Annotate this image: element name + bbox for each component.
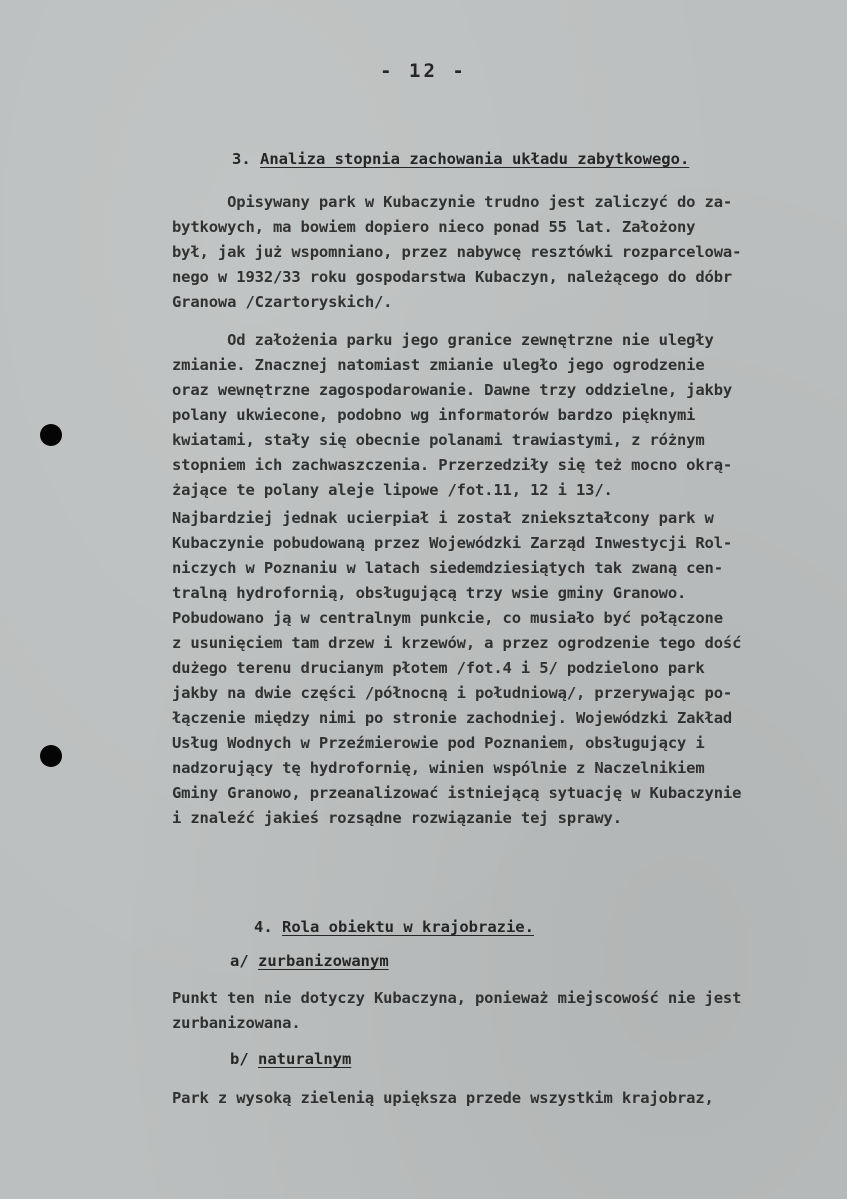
text-line: jakby na dwie części /północną i południową/, przerywając po- [172, 684, 733, 702]
text-line: kwiatami, stały się obecnie polanami trawiastymi, z różnym [172, 431, 705, 449]
text-line: tralną hydrofornią, obsługującą trzy wsie gminy Granowo. [172, 584, 687, 602]
punch-hole [40, 424, 62, 446]
subsection-a-heading [230, 952, 389, 970]
text-line: Park z wysoką zielenią upiększa przede wszystkim krajobraz, [172, 1089, 714, 1107]
text-line: łączenie między nimi po stronie zachodniej. Wojewódzki Zakład [172, 709, 733, 727]
text-line: dużego terenu drucianym płotem /fot.4 i 5/ podzielono park [172, 659, 705, 677]
section-3-title: Analiza stopnia zachowania układu zabytkowego. [260, 150, 690, 168]
section-4-heading [254, 918, 534, 936]
subsection-a-title: zurbanizowanym [258, 952, 389, 970]
text-line: z usunięciem tam drzew i krzewów, a przez ogrodzenie tego dość [172, 634, 742, 652]
text-line: Punkt ten nie dotyczy Kubaczyna, ponieważ miejscowość nie jest [172, 989, 742, 1007]
section-4-title: Rola obiektu w krajobrazie. [282, 918, 534, 936]
text-line: stopniem ich zachwaszczenia. Przerzedziły się też mocno okrą- [172, 456, 733, 474]
text-line: bytkowych, ma bowiem dopiero nieco ponad 55 lat. Założony [172, 218, 696, 236]
text-line: zmianie. Znacznej natomiast zmianie uległo jego ogrodzenie [172, 356, 705, 374]
text-line: i znaleźć jakieś rozsądne rozwiązanie tej sprawy. [172, 809, 622, 827]
subsection-b-label: b/ [230, 1050, 249, 1068]
text-line: Pobudowano ją w centralnym punkcie, co musiało być połączone [172, 609, 723, 627]
subsection-b-title: naturalnym [258, 1050, 352, 1068]
text-line: żające te polany aleje lipowe /fot.11, 12 i 13/. [172, 481, 613, 499]
text-line: zurbanizowana. [172, 1014, 301, 1032]
text-line: Gminy Granowo, przeanalizować istniejącą sytuację w Kubaczynie [172, 784, 742, 802]
section-4-number: 4. [254, 918, 273, 936]
section-3-number: 3. [232, 150, 251, 168]
text-line: był, jak już wspomniano, przez nabywcę resztówki rozparcelowa- [172, 243, 742, 261]
punch-hole [40, 745, 62, 767]
subsection-b-heading [230, 1050, 351, 1068]
text-line: Kubaczynie pobudowaną przez Wojewódzki Zarząd Inwestycji Rol- [172, 534, 733, 552]
section-3-heading [232, 150, 689, 168]
text-line: niczych w Poznaniu w latach siedemdziesiątych tak zwaną cen- [172, 559, 723, 577]
text-line: Od założenia parku jego granice zewnętrzne nie uległy [172, 331, 714, 349]
text-line: nego w 1932/33 roku gospodarstwa Kubaczyn, należącego do dóbr [172, 268, 733, 286]
text-line: nadzorujący tę hydrofornię, winien wspólnie z Naczelnikiem [172, 759, 705, 777]
text-line: Opisywany park w Kubaczynie trudno jest zaliczyć do za- [172, 193, 733, 211]
text-line: oraz wewnętrzne zagospodarowanie. Dawne trzy oddzielne, jakby [172, 381, 733, 399]
text-line: Granowa /Czartoryskich/. [172, 293, 393, 311]
text-line: polany ukwiecone, podobno wg informatorów bardzo pięknymi [172, 406, 696, 424]
text-line: Usług Wodnych w Przeźmierowie pod Poznaniem, obsługujący i [172, 734, 705, 752]
subsection-a-label: a/ [230, 952, 249, 970]
page-number: - 12 - [380, 60, 467, 82]
text-line: Najbardziej jednak ucierpiał i został zniekształcony park w [172, 509, 714, 527]
